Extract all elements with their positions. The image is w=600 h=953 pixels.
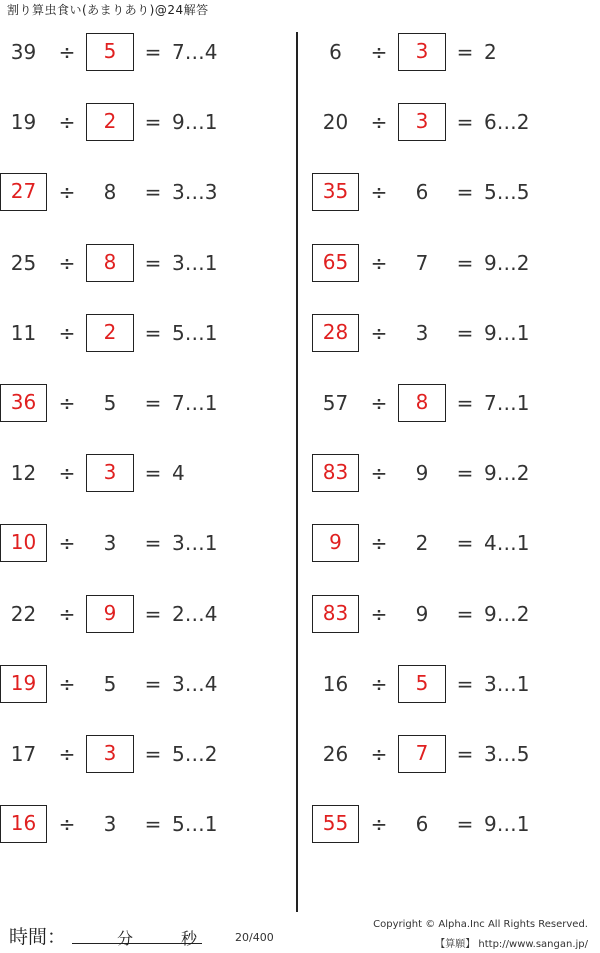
divisor: 7 <box>415 250 429 275</box>
problem-row <box>312 805 600 843</box>
equals-sign: = <box>144 601 162 626</box>
quotient-remainder: 5…1 <box>172 320 218 345</box>
divisor-answer-box: 8 <box>398 384 446 422</box>
minutes-label: 分 <box>117 929 134 948</box>
divide-sign: ÷ <box>370 531 388 556</box>
left-column <box>0 0 296 900</box>
dividend: 57 <box>322 391 349 415</box>
equals-sign: = <box>456 671 474 696</box>
dividend: 11 <box>10 320 37 345</box>
quotient-remainder: 7…1 <box>484 391 530 415</box>
quotient-remainder: 3…1 <box>172 250 218 275</box>
divisor: 9 <box>415 601 429 626</box>
divisor-answer-box: 5 <box>398 665 446 703</box>
dividend-answer-box: 27 <box>0 173 47 211</box>
divisor: 3 <box>103 812 117 837</box>
problem-row <box>0 314 290 352</box>
divisor: 8 <box>103 180 117 205</box>
dividend: 12 <box>10 461 37 486</box>
quotient-remainder: 9…1 <box>484 320 530 345</box>
problem-row <box>0 805 290 843</box>
copyright-text: Copyright © Alpha.Inc All Rights Reserved. <box>373 919 588 930</box>
equals-sign: = <box>456 531 474 556</box>
equals-sign: = <box>456 391 474 415</box>
dividend-answer-box: 10 <box>0 524 47 562</box>
divisor: 5 <box>103 391 117 415</box>
divide-sign: ÷ <box>370 40 388 64</box>
quotient-remainder: 5…5 <box>484 180 530 205</box>
right-column <box>312 0 600 900</box>
equals-sign: = <box>144 110 162 135</box>
problem-row <box>0 244 290 282</box>
divisor: 5 <box>103 671 117 696</box>
quotient-remainder: 9…2 <box>484 601 530 626</box>
divisor-answer-box: 2 <box>86 103 134 141</box>
dividend: 16 <box>322 671 349 696</box>
problem-row <box>0 33 290 71</box>
quotient-remainder: 3…1 <box>484 671 530 696</box>
divide-sign: ÷ <box>58 40 76 64</box>
quotient-remainder: 4 <box>172 461 185 486</box>
problem-row <box>0 384 290 422</box>
quotient-remainder: 2 <box>484 40 497 64</box>
problem-row <box>0 595 290 633</box>
divide-sign: ÷ <box>58 742 76 766</box>
quotient-remainder: 9…2 <box>484 461 530 486</box>
dividend-answer-box: 19 <box>0 665 47 703</box>
problem-row <box>312 173 600 211</box>
divide-sign: ÷ <box>370 742 388 766</box>
problem-row <box>312 33 600 71</box>
divisor-answer-box: 2 <box>86 314 134 352</box>
problem-row <box>312 384 600 422</box>
equals-sign: = <box>144 250 162 275</box>
divide-sign: ÷ <box>58 601 76 626</box>
divide-sign: ÷ <box>370 461 388 486</box>
problem-row <box>312 314 600 352</box>
divisor-answer-box: 9 <box>86 595 134 633</box>
problem-row <box>0 173 290 211</box>
equals-sign: = <box>144 320 162 345</box>
problem-row <box>312 454 600 492</box>
equals-sign: = <box>456 742 474 766</box>
site-credit: 【算願】 http://www.sangan.jp/ <box>435 939 588 950</box>
problem-row <box>312 665 600 703</box>
problem-row <box>0 454 290 492</box>
dividend: 20 <box>322 110 349 135</box>
divisor-answer-box: 7 <box>398 735 446 773</box>
problem-row <box>312 524 600 562</box>
dividend-answer-box: 35 <box>312 173 359 211</box>
quotient-remainder: 3…4 <box>172 671 218 696</box>
quotient-remainder: 9…1 <box>484 812 530 837</box>
quotient-remainder: 3…1 <box>172 531 218 556</box>
divide-sign: ÷ <box>370 180 388 205</box>
equals-sign: = <box>456 40 474 64</box>
quotient-remainder: 5…1 <box>172 812 218 837</box>
dividend-answer-box: 36 <box>0 384 47 422</box>
divisor-answer-box: 3 <box>398 103 446 141</box>
divide-sign: ÷ <box>58 461 76 486</box>
problem-row <box>312 595 600 633</box>
problem-row <box>312 735 600 773</box>
divide-sign: ÷ <box>58 180 76 205</box>
quotient-remainder: 7…4 <box>172 40 218 64</box>
column-divider <box>296 32 298 912</box>
dividend: 39 <box>10 40 37 64</box>
quotient-remainder: 9…1 <box>172 110 218 135</box>
problem-row <box>0 103 290 141</box>
page-number: 20/400 <box>235 931 274 944</box>
dividend: 26 <box>322 742 349 766</box>
divisor-answer-box: 3 <box>86 735 134 773</box>
problem-row <box>312 103 600 141</box>
dividend: 6 <box>329 40 342 64</box>
quotient-remainder: 2…4 <box>172 601 218 626</box>
equals-sign: = <box>144 391 162 415</box>
dividend-answer-box: 83 <box>312 454 359 492</box>
divisor: 2 <box>415 531 429 556</box>
divide-sign: ÷ <box>370 250 388 275</box>
divisor-answer-box: 3 <box>86 454 134 492</box>
equals-sign: = <box>456 601 474 626</box>
divide-sign: ÷ <box>370 110 388 135</box>
divide-sign: ÷ <box>58 110 76 135</box>
divisor-answer-box: 3 <box>398 33 446 71</box>
divide-sign: ÷ <box>370 812 388 837</box>
equals-sign: = <box>456 250 474 275</box>
equals-sign: = <box>456 461 474 486</box>
equals-sign: = <box>456 812 474 837</box>
dividend-answer-box: 83 <box>312 595 359 633</box>
quotient-remainder: 5…2 <box>172 742 218 766</box>
equals-sign: = <box>456 320 474 345</box>
dividend-answer-box: 28 <box>312 314 359 352</box>
equals-sign: = <box>144 742 162 766</box>
divide-sign: ÷ <box>58 391 76 415</box>
equals-sign: = <box>144 812 162 837</box>
quotient-remainder: 3…3 <box>172 180 218 205</box>
dividend-answer-box: 55 <box>312 805 359 843</box>
divide-sign: ÷ <box>58 250 76 275</box>
equals-sign: = <box>144 461 162 486</box>
divisor: 3 <box>415 320 429 345</box>
time-label: 時間： <box>9 926 67 948</box>
divide-sign: ÷ <box>370 671 388 696</box>
divide-sign: ÷ <box>370 391 388 415</box>
divisor: 9 <box>415 461 429 486</box>
divisor-answer-box: 5 <box>86 33 134 71</box>
problem-row <box>0 524 290 562</box>
divide-sign: ÷ <box>58 812 76 837</box>
dividend: 22 <box>10 601 37 626</box>
dividend-answer-box: 9 <box>312 524 359 562</box>
worksheet-title: 割り算虫食い(あまりあり)@24解答 <box>7 3 209 17</box>
divide-sign: ÷ <box>58 531 76 556</box>
equals-sign: = <box>144 180 162 205</box>
equals-sign: = <box>144 531 162 556</box>
divisor: 6 <box>415 180 429 205</box>
dividend-answer-box: 65 <box>312 244 359 282</box>
problem-row <box>0 735 290 773</box>
divisor: 3 <box>103 531 117 556</box>
divisor: 6 <box>415 812 429 837</box>
equals-sign: = <box>144 40 162 64</box>
problem-row <box>312 244 600 282</box>
divisor-answer-box: 8 <box>86 244 134 282</box>
quotient-remainder: 4…1 <box>484 531 530 556</box>
equals-sign: = <box>456 180 474 205</box>
dividend: 17 <box>10 742 37 766</box>
dividend: 19 <box>10 110 37 135</box>
divide-sign: ÷ <box>58 671 76 696</box>
quotient-remainder: 9…2 <box>484 250 530 275</box>
dividend: 25 <box>10 250 37 275</box>
equals-sign: = <box>456 110 474 135</box>
divide-sign: ÷ <box>58 320 76 345</box>
quotient-remainder: 7…1 <box>172 391 218 415</box>
seconds-label: 秒 <box>181 929 198 948</box>
divide-sign: ÷ <box>370 320 388 345</box>
problem-row <box>0 665 290 703</box>
equals-sign: = <box>144 671 162 696</box>
divide-sign: ÷ <box>370 601 388 626</box>
quotient-remainder: 6…2 <box>484 110 530 135</box>
dividend-answer-box: 16 <box>0 805 47 843</box>
quotient-remainder: 3…5 <box>484 742 530 766</box>
